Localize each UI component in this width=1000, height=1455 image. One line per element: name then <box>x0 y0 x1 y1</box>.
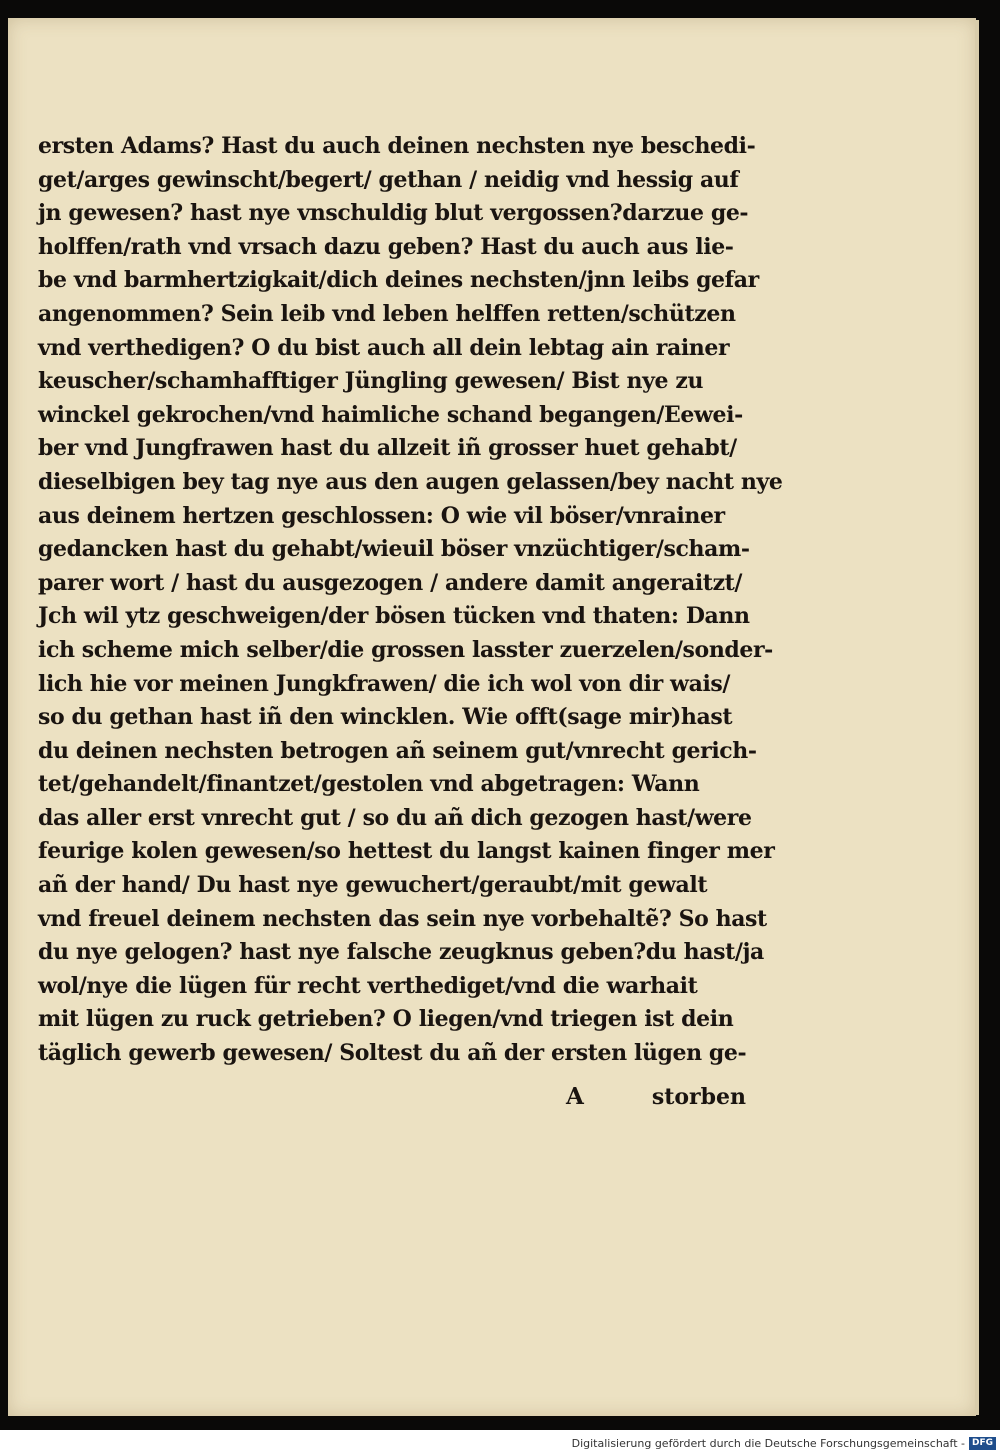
text-line: vnd verthedigen? O du bist auch all dein lebtag ain rainer <box>38 334 730 361</box>
text-line: du deinen nechsten betrogen añ seinem gut/vnrecht gerich- <box>38 737 757 764</box>
text-line: vnd freuel deinem nechsten das sein nye vorbehaltẽ? So hast <box>38 905 767 932</box>
text-line: das aller erst vnrecht gut / so du añ dich gezogen hast/were <box>38 804 752 831</box>
book-page <box>8 18 976 1416</box>
text-line: ber vnd Jungfrawen hast du allzeit iñ grosser huet gehabt/ <box>38 435 737 462</box>
page-edge <box>975 20 979 1415</box>
text-line: mit lügen zu ruck getrieben? O liegen/vnd triegen ist dein <box>38 1006 734 1033</box>
text-line: täglich gewerb gewesen/ Soltest du añ der ersten lügen ge- <box>38 1040 747 1067</box>
text-line: tet/gehandelt/finantzet/gestolen vnd abgetragen: Wann <box>38 771 700 798</box>
catchword: storben <box>651 1084 746 1110</box>
text-line: ich scheme mich selber/die grossen lasster zuerzelen/sonder- <box>38 636 773 663</box>
footer <box>572 1434 996 1452</box>
text-line: aus deinem hertzen geschlossen: O wie vil böser/vnrainer <box>38 502 725 529</box>
text-line: Jch wil ytz geschweigen/der bösen tücken vnd thaten: Dann <box>38 603 750 630</box>
text-line: feurige kolen gewesen/so hettest du langst kainen finger mer <box>38 838 775 865</box>
text-line: get/arges gewinscht/begert/ gethan / neidig vnd hessig auf <box>38 166 739 193</box>
text-line: be vnd barmhertzigkait/dich deines nechsten/jnn leibs gefar <box>38 267 759 294</box>
text-line: holffen/rath vnd vrsach dazu geben? Hast du auch aus lie- <box>38 233 734 260</box>
text-line: keuscher/schamhafftiger Jüngling gewesen/ Bist nye zu <box>38 368 704 395</box>
catchline <box>38 1080 758 1114</box>
signature-mark: A <box>566 1083 584 1110</box>
text-block <box>38 130 783 1071</box>
text-line: gedancken hast du gehabt/wieuil böser vnzüchtiger/scham- <box>38 536 750 563</box>
text-line: winckel gekrochen/vnd haimliche schand begangen/Eewei- <box>38 401 743 428</box>
text-line: dieselbigen bey tag nye aus den augen gelassen/bey nacht nye <box>38 468 783 495</box>
text-line: du nye gelogen? hast nye falsche zeugknus geben?du hast/ja <box>38 939 764 966</box>
text-line: parer wort / hast du ausgezogen / andere damit angeraitzt/ <box>38 569 743 596</box>
text-line: jn gewesen? hast nye vnschuldig blut vergossen?darzue ge- <box>38 200 749 227</box>
text-line: ersten Adams? Hast du auch deinen nechsten nye beschedi- <box>38 133 756 159</box>
text-line: angenommen? Sein leib vnd leben helffen retten/schützen <box>38 300 736 327</box>
dfg-logo: DFG <box>969 1437 996 1450</box>
text-line: añ der hand/ Du hast nye gewuchert/geraubt/mit gewalt <box>38 872 708 899</box>
text-line: so du gethan hast iñ den wincklen. Wie offt(sage mir)hast <box>38 704 733 731</box>
text-line: lich hie vor meinen Jungkfrawen/ die ich wol von dir wais/ <box>38 670 731 697</box>
funding-notice: Digitalisierung gefördert durch die Deutsche Forschungsgemeinschaft - <box>571 1436 965 1450</box>
text-line: wol/nye die lügen für recht verthediget/vnd die warhait <box>38 972 698 999</box>
